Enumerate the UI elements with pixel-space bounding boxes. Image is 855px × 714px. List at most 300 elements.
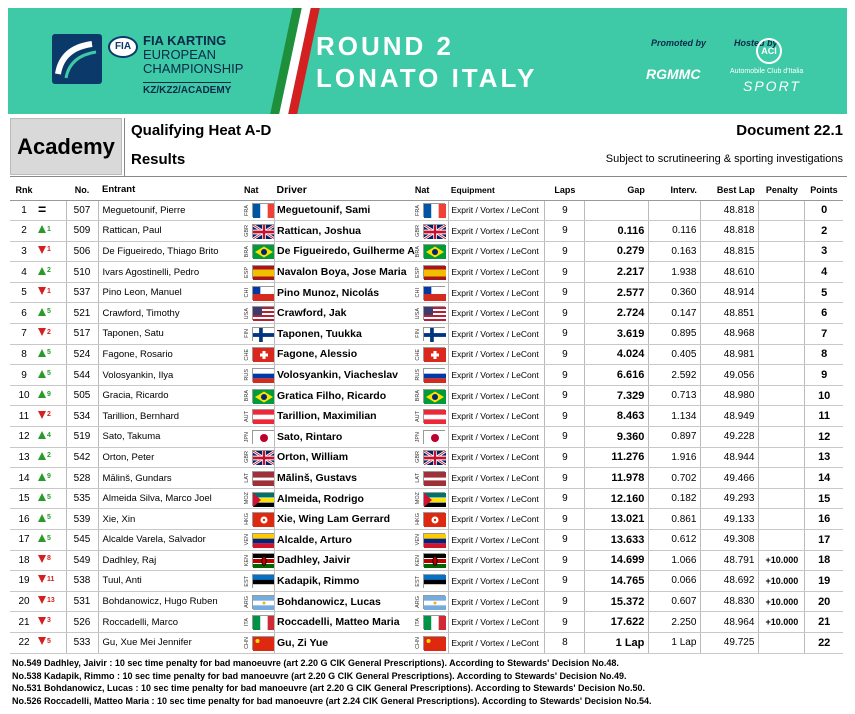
entrant-nat-code: CHE xyxy=(244,348,250,361)
points: 9 xyxy=(805,365,843,386)
driver-nat-code: CHE xyxy=(414,348,421,361)
laps: 9 xyxy=(545,591,585,612)
entrant-nat-code: FIN xyxy=(244,329,250,339)
gap: 15.372 xyxy=(585,591,649,612)
driver-name: Dadhley, Jaivir xyxy=(275,550,415,571)
document-number: Document 22.1 xyxy=(736,122,843,139)
penalty-note: No.549 Dadhley, Jaivir : 10 sec time penalty for bad manoeuvre (art 2.20 G CIK General Prescriptions). According to Stewards' Decision No.48. xyxy=(12,658,619,668)
rank: 14 xyxy=(10,468,38,489)
driver-nat-code: BRA xyxy=(414,389,421,402)
penalty-note: No.538 Kadapik, Rimmo : 10 sec time penalty for bad manoeuvre (art 2.20 G CIK General Prescriptions). According to Stewards' Decision No.49. xyxy=(12,670,627,681)
gap xyxy=(585,200,649,221)
table-row xyxy=(10,427,843,448)
col-gap: Gap xyxy=(585,180,649,200)
points: 3 xyxy=(805,241,843,262)
penalty xyxy=(759,632,805,653)
gap: 2.724 xyxy=(585,303,649,324)
rank: 20 xyxy=(10,591,38,612)
flag-icon xyxy=(252,512,274,526)
points: 8 xyxy=(805,344,843,365)
best-lap: 48.692 xyxy=(701,571,759,592)
best-lap: 48.949 xyxy=(701,406,759,427)
interval: 1.134 xyxy=(649,406,701,427)
equipment: Exprit / Vortex / LeCont xyxy=(449,468,545,489)
driver-name: Orton, William xyxy=(275,447,415,468)
best-lap: 48.818 xyxy=(701,200,759,221)
points: 19 xyxy=(805,571,843,592)
laps: 8 xyxy=(545,632,585,653)
laps: 9 xyxy=(545,550,585,571)
table-row xyxy=(10,303,843,324)
penalty xyxy=(759,530,805,551)
best-lap: 49.228 xyxy=(701,427,759,448)
entrant-name: Almeida Silva, Marco Joel xyxy=(98,488,244,509)
rank: 4 xyxy=(10,262,38,283)
entrant-nat-code: CHI xyxy=(244,287,250,298)
driver-name: Fagone, Alessio xyxy=(275,344,415,365)
entrant-nat-code: MOZ xyxy=(244,492,250,505)
rank: 11 xyxy=(10,406,38,427)
col-entrant: Entrant xyxy=(98,180,244,200)
driver-nat-code: USA xyxy=(414,307,421,319)
laps: 9 xyxy=(545,468,585,489)
flag-icon xyxy=(423,409,445,423)
rank: 2 xyxy=(10,221,38,242)
points: 2 xyxy=(805,221,843,242)
flag-icon xyxy=(252,244,274,258)
entrant-nat-code: AUT xyxy=(244,410,250,422)
flag-icon xyxy=(252,595,274,609)
entrant-nat-code: ESP xyxy=(244,266,250,278)
laps: 9 xyxy=(545,324,585,345)
laps: 9 xyxy=(545,571,585,592)
rank: 16 xyxy=(10,509,38,530)
points: 13 xyxy=(805,447,843,468)
penalty xyxy=(759,447,805,468)
entrant-nat-code: RUS xyxy=(244,369,250,381)
best-lap: 48.818 xyxy=(701,221,759,242)
col-penalty: Penalty xyxy=(759,180,805,200)
kart-number: 534 xyxy=(66,406,98,427)
entrant-name: Gracia, Ricardo xyxy=(98,385,244,406)
driver-nat-code: EST xyxy=(414,575,421,587)
position-movement xyxy=(38,282,66,303)
driver-name: Gratica Filho, Ricardo xyxy=(275,385,415,406)
table-row xyxy=(10,385,843,406)
flag-icon xyxy=(423,450,445,464)
position-movement xyxy=(38,324,66,345)
down-arrow-icon xyxy=(38,287,46,295)
table-row xyxy=(10,282,843,303)
rank: 17 xyxy=(10,530,38,551)
position-movement xyxy=(38,591,66,612)
penalty xyxy=(759,324,805,345)
position-change: 5 xyxy=(47,493,51,501)
flag-icon xyxy=(423,389,445,403)
entrant-name: Meguetounif, Pierre xyxy=(98,200,244,221)
interval: 1 Lap xyxy=(649,632,701,653)
table-row xyxy=(10,221,843,242)
table-row xyxy=(10,344,843,365)
position-change: 2 xyxy=(47,328,51,336)
flag-icon xyxy=(423,224,445,238)
rank: 19 xyxy=(10,571,38,592)
col-points: Points xyxy=(805,180,843,200)
entrant-nat-code: CHN xyxy=(244,636,250,649)
flag-icon xyxy=(423,512,445,526)
col-best-lap: Best Lap xyxy=(701,180,759,200)
up-arrow-icon xyxy=(38,267,46,275)
flag-icon xyxy=(252,533,274,547)
rank: 18 xyxy=(10,550,38,571)
gap: 4.024 xyxy=(585,344,649,365)
entrant-name: Volosyankin, Ilya xyxy=(98,365,244,386)
penalty: +10.000 xyxy=(759,550,805,571)
best-lap: 49.466 xyxy=(701,468,759,489)
col-nat: Nat xyxy=(244,180,275,200)
position-change: 5 xyxy=(47,514,51,522)
table-row xyxy=(10,406,843,427)
hosted-by-label: Hosted by xyxy=(734,38,778,48)
driver-nat-code: LAT xyxy=(414,473,421,483)
kart-number: 507 xyxy=(66,200,98,221)
penalty xyxy=(759,468,805,489)
position-movement xyxy=(38,488,66,509)
entrant-nat-code: EST xyxy=(244,575,250,587)
rank: 22 xyxy=(10,632,38,653)
flag-icon xyxy=(423,430,445,444)
up-arrow-icon xyxy=(38,493,46,501)
table-row xyxy=(10,447,843,468)
driver-name: Crawford, Jak xyxy=(275,303,415,324)
interval: 0.405 xyxy=(649,344,701,365)
driver-nat-code: FRA xyxy=(414,204,421,216)
best-lap: 48.610 xyxy=(701,262,759,283)
flag-icon xyxy=(423,306,445,320)
entrant-name: Alcalde Varela, Salvador xyxy=(98,530,244,551)
driver-name: Alcalde, Arturo xyxy=(275,530,415,551)
driver-name: Rattican, Joshua xyxy=(275,221,415,242)
interval: 0.612 xyxy=(649,530,701,551)
position-change: 3 xyxy=(47,617,51,625)
kart-number: 528 xyxy=(66,468,98,489)
interval: 0.897 xyxy=(649,427,701,448)
equipment: Exprit / Vortex / LeCont xyxy=(449,571,545,592)
equipment: Exprit / Vortex / LeCont xyxy=(449,324,545,345)
flag-icon xyxy=(423,615,445,629)
penalty xyxy=(759,282,805,303)
position-movement xyxy=(38,200,66,221)
promoter-logo: RGMMC xyxy=(646,66,701,82)
flag-icon xyxy=(252,389,274,403)
flag-icon xyxy=(252,636,274,650)
driver-name: Mālinš, Gustavs xyxy=(275,468,415,489)
col-laps: Laps xyxy=(545,180,585,200)
flag-icon xyxy=(423,368,445,382)
flag-icon xyxy=(423,203,445,217)
subject-note: Subject to scrutineering & sporting investigations xyxy=(605,153,843,165)
table-row xyxy=(10,200,843,221)
entrant-nat-code: LAT xyxy=(244,473,250,483)
best-lap: 48.791 xyxy=(701,550,759,571)
header-rule xyxy=(10,176,847,177)
penalty xyxy=(759,488,805,509)
driver-name: Tarillion, Maximilian xyxy=(275,406,415,427)
points: 14 xyxy=(805,468,843,489)
penalty xyxy=(759,241,805,262)
flag-icon xyxy=(423,286,445,300)
up-arrow-icon xyxy=(38,534,46,542)
driver-nat-code: JPN xyxy=(414,431,421,443)
equipment: Exprit / Vortex / LeCont xyxy=(449,406,545,427)
flag-icon xyxy=(252,306,274,320)
table-row xyxy=(10,365,843,386)
position-movement xyxy=(38,550,66,571)
entrant-name: Bohdanowicz, Hugo Ruben xyxy=(98,591,244,612)
kart-number: 517 xyxy=(66,324,98,345)
interval: 0.713 xyxy=(649,385,701,406)
table-row xyxy=(10,591,843,612)
kart-number: 519 xyxy=(66,427,98,448)
position-change: 9 xyxy=(47,473,51,481)
gap: 8.463 xyxy=(585,406,649,427)
penalty: +10.000 xyxy=(759,591,805,612)
driver-name: Taponen, Tuukka xyxy=(275,324,415,345)
position-change: 1 xyxy=(47,287,51,295)
gap: 7.329 xyxy=(585,385,649,406)
position-change: 8 xyxy=(47,555,51,563)
col-driver: Driver xyxy=(275,180,415,200)
flag-icon xyxy=(423,327,445,341)
points: 6 xyxy=(805,303,843,324)
table-row xyxy=(10,612,843,633)
driver-name: Volosyankin, Viacheslav xyxy=(275,365,415,386)
flag-icon xyxy=(252,203,274,217)
gap: 2.217 xyxy=(585,262,649,283)
flag-icon xyxy=(423,265,445,279)
laps: 9 xyxy=(545,262,585,283)
header-banner xyxy=(8,8,847,114)
entrant-nat-code: VEN xyxy=(244,534,250,546)
penalty xyxy=(759,200,805,221)
driver-nat-code: VEN xyxy=(414,534,421,546)
entrant-nat-code: ARG xyxy=(244,595,250,608)
driver-nat-code: ITA xyxy=(414,618,421,627)
down-arrow-icon xyxy=(38,596,46,604)
gap: 3.619 xyxy=(585,324,649,345)
position-movement xyxy=(38,468,66,489)
flag-icon xyxy=(423,244,445,258)
kart-number: 535 xyxy=(66,488,98,509)
laps: 9 xyxy=(545,344,585,365)
points: 22 xyxy=(805,632,843,653)
kart-number: 506 xyxy=(66,241,98,262)
table-row xyxy=(10,262,843,283)
position-movement xyxy=(38,427,66,448)
position-change: 13 xyxy=(47,596,55,604)
equipment: Exprit / Vortex / LeCont xyxy=(449,612,545,633)
entrant-nat-code: BRA xyxy=(244,389,250,402)
rank: 5 xyxy=(10,282,38,303)
penalty xyxy=(759,427,805,448)
host-name: Automobile Club d'Italia xyxy=(730,68,804,75)
equipment: Exprit / Vortex / LeCont xyxy=(449,344,545,365)
entrant-name: Roccadelli, Marco xyxy=(98,612,244,633)
up-arrow-icon xyxy=(38,370,46,378)
position-change: 11 xyxy=(47,575,55,583)
driver-name: Kadapik, Rimmo xyxy=(275,571,415,592)
rank: 15 xyxy=(10,488,38,509)
kart-number: 531 xyxy=(66,591,98,612)
entrant-name: Dadhley, Raj xyxy=(98,550,244,571)
kart-number: 545 xyxy=(66,530,98,551)
table-row xyxy=(10,550,843,571)
document-type: Results xyxy=(131,151,186,168)
col-no: No. xyxy=(66,180,98,200)
fia-badge: FIA xyxy=(108,36,138,58)
best-lap: 48.851 xyxy=(701,303,759,324)
table-row xyxy=(10,530,843,551)
driver-nat-code: FIN xyxy=(414,329,421,339)
position-change: 1 xyxy=(47,225,51,233)
entrant-nat-code: ITA xyxy=(244,618,250,627)
driver-nat-code: CHI xyxy=(414,287,421,298)
position-movement xyxy=(38,221,66,242)
driver-nat-code: HKG xyxy=(414,513,421,526)
position-movement xyxy=(38,241,66,262)
kart-number: 505 xyxy=(66,385,98,406)
up-arrow-icon xyxy=(38,225,46,233)
flag-icon xyxy=(423,553,445,567)
category-label: Academy xyxy=(10,118,122,175)
driver-name: Almeida, Rodrigo xyxy=(275,488,415,509)
driver-name: Gu, Zi Yue xyxy=(275,632,415,653)
table-row xyxy=(10,509,843,530)
round-title: ROUND 2 LONATO ITALY xyxy=(316,31,538,93)
driver-nat-code: AUT xyxy=(414,410,421,422)
flag-icon xyxy=(252,430,274,444)
interval: 0.147 xyxy=(649,303,701,324)
points: 10 xyxy=(805,385,843,406)
equipment: Exprit / Vortex / LeCont xyxy=(449,488,545,509)
driver-name: Sato, Rintaro xyxy=(275,427,415,448)
interval: 2.592 xyxy=(649,365,701,386)
equipment: Exprit / Vortex / LeCont xyxy=(449,509,545,530)
position-change: 2 xyxy=(47,267,51,275)
driver-nat-code: CHN xyxy=(414,636,421,649)
flag-icon xyxy=(423,533,445,547)
entrant-name: Tuul, Anti xyxy=(98,571,244,592)
interval: 0.607 xyxy=(649,591,701,612)
penalty xyxy=(759,344,805,365)
entrant-nat-code: USA xyxy=(244,307,250,319)
equipment: Exprit / Vortex / LeCont xyxy=(449,221,545,242)
entrant-name: Fagone, Rosario xyxy=(98,344,244,365)
laps: 9 xyxy=(545,365,585,386)
interval: 0.702 xyxy=(649,468,701,489)
penalty xyxy=(759,385,805,406)
best-lap: 48.830 xyxy=(701,591,759,612)
kart-number: 510 xyxy=(66,262,98,283)
interval: 0.360 xyxy=(649,282,701,303)
interval: 0.182 xyxy=(649,488,701,509)
position-change: 5 xyxy=(47,349,51,357)
kart-number: 544 xyxy=(66,365,98,386)
gap: 17.622 xyxy=(585,612,649,633)
laps: 9 xyxy=(545,385,585,406)
best-lap: 48.815 xyxy=(701,241,759,262)
entrant-name: De Figueiredo, Thiago Brito xyxy=(98,241,244,262)
interval: 1.938 xyxy=(649,262,701,283)
rank: 8 xyxy=(10,344,38,365)
laps: 9 xyxy=(545,241,585,262)
aci-logo: ACI xyxy=(756,38,782,64)
down-arrow-icon xyxy=(38,328,46,336)
laps: 9 xyxy=(545,612,585,633)
driver-name: De Figueiredo, Guilherme A xyxy=(275,241,415,262)
up-arrow-icon xyxy=(38,514,46,522)
entrant-name: Orton, Peter xyxy=(98,447,244,468)
points: 15 xyxy=(805,488,843,509)
kart-number: 542 xyxy=(66,447,98,468)
gap: 13.021 xyxy=(585,509,649,530)
best-lap: 49.293 xyxy=(701,488,759,509)
equipment: Exprit / Vortex / LeCont xyxy=(449,241,545,262)
position-movement xyxy=(38,365,66,386)
entrant-nat-code: BRA xyxy=(244,245,250,258)
best-lap: 49.725 xyxy=(701,632,759,653)
rank: 7 xyxy=(10,324,38,345)
equipment: Exprit / Vortex / LeCont xyxy=(449,262,545,283)
flag-icon xyxy=(423,595,445,609)
flag-icon xyxy=(252,265,274,279)
entrant-name: Mālinš, Gundars xyxy=(98,468,244,489)
equipment: Exprit / Vortex / LeCont xyxy=(449,303,545,324)
rank: 9 xyxy=(10,365,38,386)
flag-icon xyxy=(252,286,274,300)
kart-number: 526 xyxy=(66,612,98,633)
down-arrow-icon xyxy=(38,246,46,254)
col-interval: Interv. xyxy=(649,180,701,200)
kart-number: 521 xyxy=(66,303,98,324)
entrant-name: Rattican, Paul xyxy=(98,221,244,242)
flag-icon xyxy=(252,553,274,567)
entrant-nat-code: GBR xyxy=(244,451,250,464)
gap: 14.765 xyxy=(585,571,649,592)
entrant-name: Sato, Takuma xyxy=(98,427,244,448)
flag-icon xyxy=(423,636,445,650)
penalty xyxy=(759,365,805,386)
kart-number: 509 xyxy=(66,221,98,242)
penalty xyxy=(759,406,805,427)
best-lap: 49.308 xyxy=(701,530,759,551)
up-arrow-icon xyxy=(38,473,46,481)
equipment: Exprit / Vortex / LeCont xyxy=(449,200,545,221)
laps: 9 xyxy=(545,282,585,303)
points: 18 xyxy=(805,550,843,571)
gap: 0.116 xyxy=(585,221,649,242)
equipment: Exprit / Vortex / LeCont xyxy=(449,591,545,612)
equipment: Exprit / Vortex / LeCont xyxy=(449,427,545,448)
kart-number: 549 xyxy=(66,550,98,571)
flag-icon xyxy=(252,409,274,423)
position-movement xyxy=(38,509,66,530)
best-lap: 48.944 xyxy=(701,447,759,468)
position-change: 4 xyxy=(47,431,51,439)
points: 11 xyxy=(805,406,843,427)
promoted-by-label: Promoted by xyxy=(651,38,707,48)
entrant-nat-code: FRA xyxy=(244,204,250,216)
